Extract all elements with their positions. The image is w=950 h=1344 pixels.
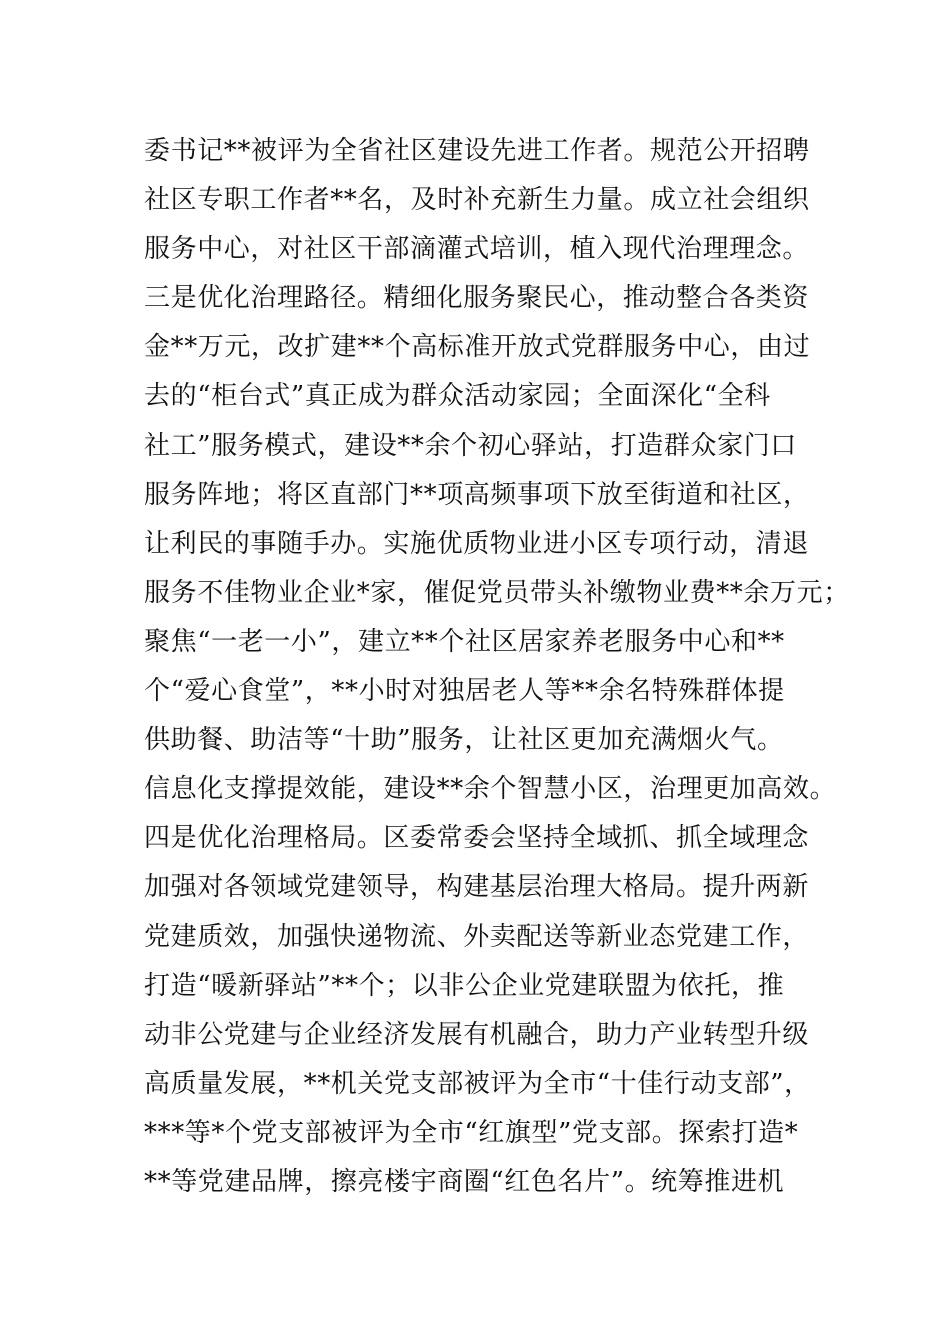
text-line: 党建质效，加强快递物流、外卖配送等新业态党建工作， <box>144 921 810 952</box>
text-line: 三是优化治理路径。精细化服务聚民心，推动整合各类资 <box>144 283 810 314</box>
text-line: 金**万元，改扩建**个高标准开放式党群服务中心，由过 <box>144 332 811 363</box>
text-line: 让利民的事随手办。实施优质物业进小区专项行动，清退 <box>144 528 810 559</box>
text-line: 服务不佳物业企业*家，催促党员带头补缴物业费**余万元； <box>144 577 850 608</box>
text-line: **等党建品牌，擦亮楼宇商圈“红色名片”。统筹推进机 <box>144 1166 785 1197</box>
text-line: 个“爱心食堂”，**小时对独居老人等**余名特殊群体提 <box>144 676 785 707</box>
text-line: 动非公党建与企业经济发展有机融合，助力产业转型升级 <box>144 1019 810 1050</box>
text-line: 聚焦“一老一小”，建立**个社区居家养老服务中心和** <box>144 626 785 657</box>
text-line: 四是优化治理格局。区委常委会坚持全域抓、抓全域理念 <box>144 823 810 854</box>
text-line: ***等*个党支部被评为全市“红旗型”党支部。探索打造* <box>144 1117 799 1148</box>
text-line: 加强对各领域党建领导，构建基层治理大格局。提升两新 <box>144 872 810 903</box>
text-line: 信息化支撑提效能，建设**余个智慧小区，治理更加高效。 <box>144 774 837 805</box>
text-line: 打造“暖新驿站”**个；以非公企业党建联盟为依托，推 <box>144 970 785 1001</box>
text-line: 服务阵地；将区直部门**项高频事项下放至街道和社区， <box>144 479 810 510</box>
text-line: 供助餐、助洁等“十助”服务，让社区更加充满烟火气。 <box>144 725 784 756</box>
body-text <box>144 127 850 1207</box>
text-line: 高质量发展，**机关党支部被评为全市“十佳行动支部”， <box>144 1068 811 1099</box>
text-line: 服务中心，对社区干部滴灌式培训，植入现代治理理念。 <box>144 234 810 265</box>
text-line: 委书记**被评为全省社区建设先进工作者。规范公开招聘 <box>144 136 810 166</box>
text-line: 去的“柜台式”真正成为群众活动家园；全面深化“全科 <box>144 381 771 412</box>
text-line: 社区专职工作者**名，及时补充新生力量。成立社会组织 <box>144 185 810 216</box>
text-line: 社工”服务模式，建设**余个初心驿站，打造群众家门口 <box>144 430 797 461</box>
